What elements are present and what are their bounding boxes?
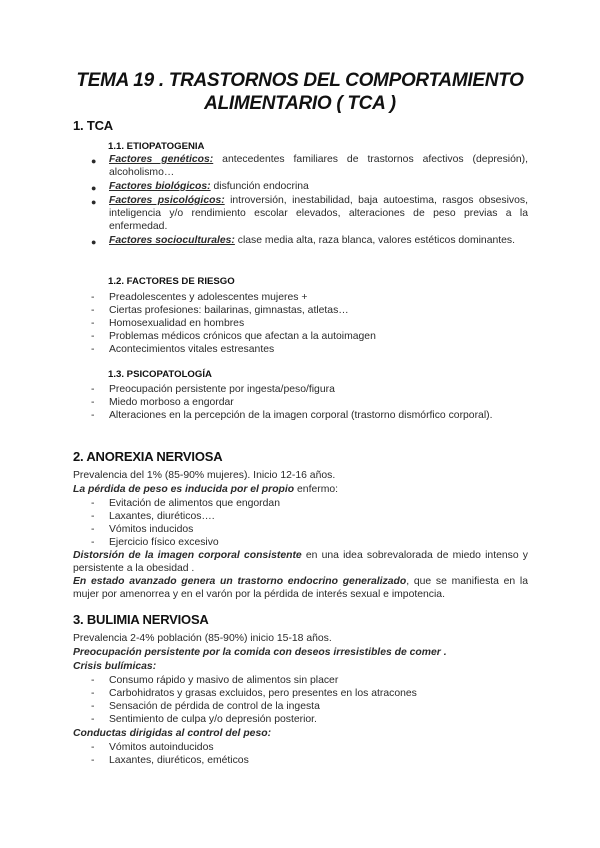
section-heading-tca: 1. TCA [73, 118, 113, 133]
list-item: Laxantes, diuréticos…. [109, 511, 215, 522]
list-item: Evitación de alimentos que engordan [109, 498, 280, 509]
bullet-icon: ● [91, 183, 97, 193]
document-title-line-1: TEMA 19 . TRASTORNOS DEL COMPORTAMIENTO [76, 70, 524, 91]
dash-marker: - [91, 292, 95, 303]
list-item: Factores biológicos: disfunción endocrina [109, 181, 309, 192]
dash-marker: - [91, 755, 95, 766]
dash-marker: - [91, 688, 95, 699]
list-item: Preocupación persistente por ingesta/peso/figura [109, 384, 335, 395]
bullet-icon: ● [91, 237, 97, 247]
dash-marker: - [91, 344, 95, 355]
list-item: Miedo morboso a engordar [109, 397, 234, 408]
section-heading-anorexia: 2. ANOREXIA NERVIOSA [73, 449, 223, 464]
list-item: Ejercicio físico excesivo [109, 537, 219, 548]
dash-marker: - [91, 714, 95, 725]
dash-marker: - [91, 410, 95, 421]
anorexia-induced: La pérdida de peso es inducida por el propio enfermo: [73, 484, 339, 495]
dash-marker: - [91, 701, 95, 712]
list-item: Vómitos inducidos [109, 524, 194, 535]
list-item: Factores socioculturales: clase media alta, raza blanca, valores estéticos dominantes. [109, 235, 516, 246]
dash-marker: - [91, 675, 95, 686]
bullet-icon: ● [91, 197, 97, 207]
list-item: Sentimiento de culpa y/o depresión posterior. [109, 714, 317, 725]
list-item: Consumo rápido y masivo de alimentos sin placer [109, 675, 339, 686]
bulimia-crisis-heading: Crisis bulímicas: [73, 661, 157, 672]
list-item: Carbohidratos y grasas excluidos, pero presentes en los atracones [109, 688, 417, 699]
dash-marker: - [91, 537, 95, 548]
anorexia-advanced: En estado avanzado genera un trastorno endocrino generalizado, que se manifiesta en la mujer por amenorrea y en el varón por la pérdida de interés sexual e impotencia. [73, 576, 528, 601]
bulimia-conduct-heading: Conductas dirigidas al control del peso: [73, 728, 272, 739]
list-item: Factores genéticos: antecedentes familiares de trastornos afectivos (depresión), alcoholismo… [109, 154, 528, 179]
dash-marker: - [91, 498, 95, 509]
document-title-line-2: ALIMENTARIO ( TCA ) [204, 93, 396, 114]
bullet-icon: ● [91, 156, 97, 166]
list-item: Problemas médicos crónicos que afectan a la autoimagen [109, 331, 376, 342]
list-item: Sensación de pérdida de control de la ingesta [109, 701, 320, 712]
anorexia-distortion: Distorsión de la imagen corporal consistente en una idea sobrevalorada de miedo intenso y persistente a la obesidad . [73, 550, 528, 575]
dash-marker: - [91, 331, 95, 342]
dash-marker: - [91, 318, 95, 329]
dash-marker: - [91, 524, 95, 535]
subheading-factores-riesgo: 1.2. FACTORES DE RIESGO [108, 276, 235, 287]
dash-marker: - [91, 305, 95, 316]
bulimia-prevalence: Prevalencia 2-4% población (85-90%) inicio 15-18 años. [73, 633, 332, 644]
dash-marker: - [91, 397, 95, 408]
list-item: Alteraciones en la percepción de la imagen corporal (trastorno dismórfico corporal). [109, 410, 493, 421]
dash-marker: - [91, 511, 95, 522]
anorexia-prevalence: Prevalencia del 1% (85-90% mujeres). Inicio 12-16 años. [73, 470, 336, 481]
list-item: Vómitos autoinducidos [109, 742, 214, 753]
list-item: Homosexualidad en hombres [109, 318, 245, 329]
subheading-psicopatologia: 1.3. PSICOPATOLOGÍA [108, 369, 212, 380]
list-item: Factores psicológicos: introversión, inestabilidad, baja autoestima, rasgos obsesivos, inteligencia y/o rendimiento escolar elevados, alteraciones de peso previas a la enfermedad. [109, 195, 528, 233]
subheading-etiopatogenia: 1.1. ETIOPATOGENIA [108, 141, 205, 152]
list-item: Preadolescentes y adolescentes mujeres + [109, 292, 308, 303]
dash-marker: - [91, 742, 95, 753]
list-item: Ciertas profesiones: bailarinas, gimnastas, atletas… [109, 305, 349, 316]
list-item: Acontecimientos vitales estresantes [109, 344, 275, 355]
bulimia-concern: Preocupación persistente por la comida con deseos irresistibles de comer . [73, 647, 447, 658]
dash-marker: - [91, 384, 95, 395]
section-heading-bulimia: 3. BULIMIA NERVIOSA [73, 612, 209, 627]
list-item: Laxantes, diuréticos, eméticos [109, 755, 249, 766]
